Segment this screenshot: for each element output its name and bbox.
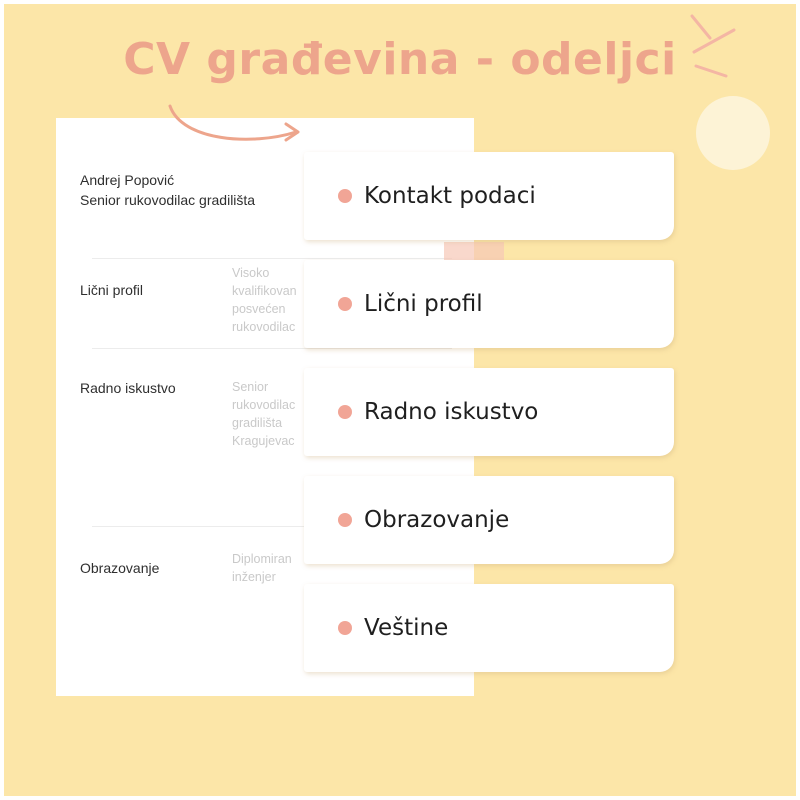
- cv-divider: [92, 258, 452, 259]
- bullet-dot-icon: [338, 405, 352, 419]
- cv-section-preview: Senior rukovodilac gradilišta Kragujevac: [232, 380, 296, 448]
- section-card-label: Radno iskustvo: [364, 399, 539, 425]
- section-card-education: [304, 476, 674, 564]
- section-card-profile: [304, 260, 674, 348]
- section-card-label: Veštine: [364, 615, 449, 641]
- bullet-dot-icon: [338, 189, 352, 203]
- section-card-experience: [304, 368, 674, 456]
- slide-frame: [4, 4, 796, 796]
- decorative-circle: [696, 96, 770, 170]
- cv-position: Senior rukovodilac gradilišta: [80, 192, 256, 208]
- cv-section-preview: Visoko kvalifikovan posvećen rukovodilac: [232, 266, 297, 334]
- cv-name: Andrej Popović: [80, 172, 175, 188]
- cv-divider: [92, 348, 452, 349]
- cv-section-preview: Diplomiran inženjer: [232, 552, 292, 584]
- cv-section-heading: Obrazovanje: [80, 560, 160, 576]
- section-card-label: Kontakt podaci: [364, 183, 536, 209]
- section-card-label: Obrazovanje: [364, 507, 510, 533]
- page-title: CV građevina - odeljci: [123, 34, 677, 85]
- cv-section-heading: Radno iskustvo: [80, 380, 176, 396]
- curved-arrow-icon: [162, 96, 312, 156]
- bullet-dot-icon: [338, 513, 352, 527]
- section-card-label: Lični profil: [364, 291, 483, 317]
- bullet-dot-icon: [338, 621, 352, 635]
- section-card-skills: [304, 584, 674, 672]
- cv-section-heading: Lični profil: [80, 282, 144, 298]
- section-card-contact: [304, 152, 674, 240]
- bullet-dot-icon: [338, 297, 352, 311]
